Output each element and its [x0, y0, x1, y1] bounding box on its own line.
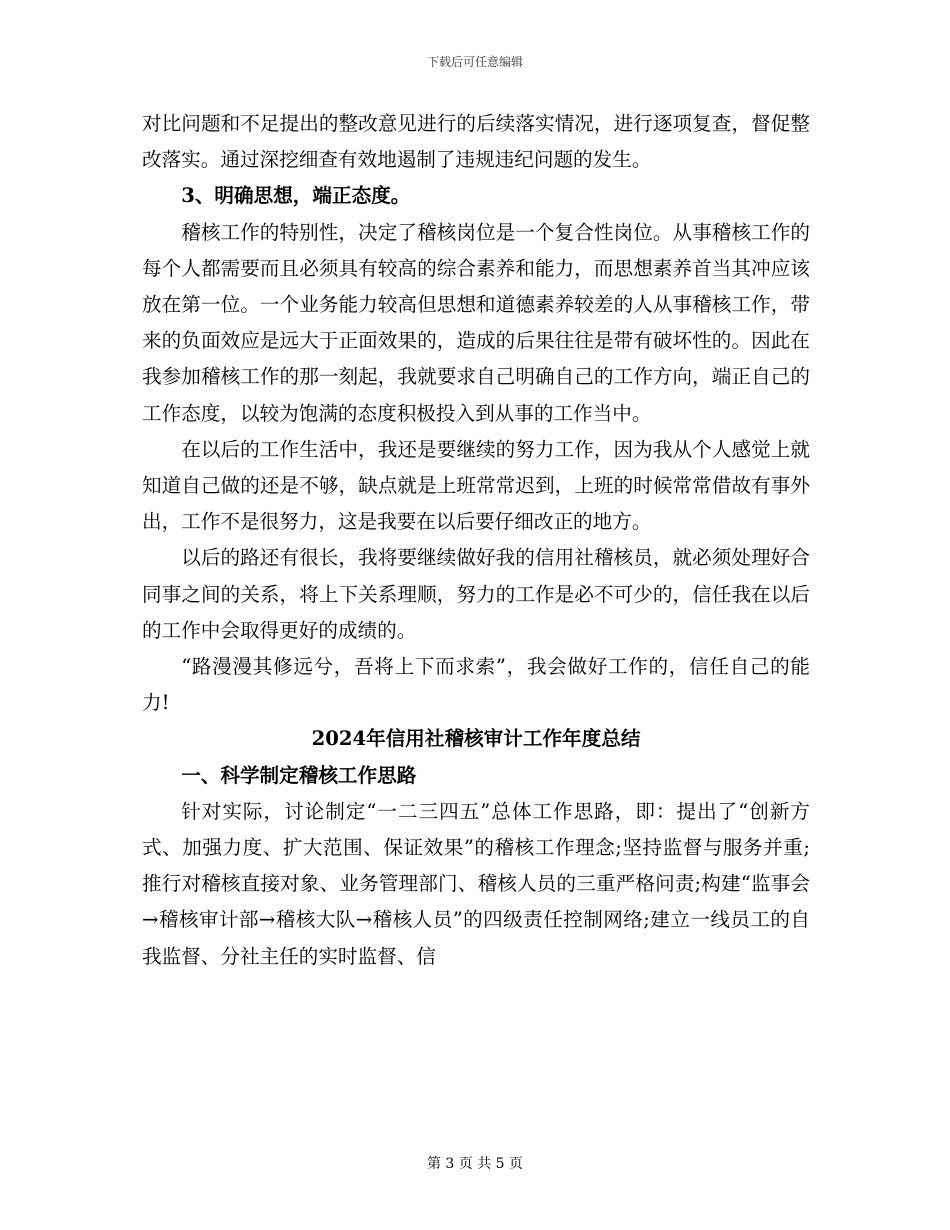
paragraph-rectification-followup: 对比问题和不足提出的整改意见进行的后续落实情况，进行逐项复查，督促整改落实。通过深挖细查有效地遏制了违规违纪问题的发生。: [142, 112, 810, 172]
page-number-footer: 第 3 页 共 5 页: [426, 1156, 524, 1172]
paragraph-future-work: 在以后的工作生活中，我还是要继续的努力工作，因为我从个人感觉上就知道自己做的还是不够，缺点就是上班常常迟到，上班的时候常常借故有事外出，工作不是很努力，这是我要在以后要仔细改正的地方。: [142, 437, 810, 534]
paragraph-work-approach: 针对实际，讨论制定“一二三四五”总体工作思路，即：提出了“创新方式、加强力度、扩大范围、保证效果”的稽核工作理念;坚持监督与服务并重;推行对稽核直接对象、业务管理部门、稽核人员的三重严格问责;构建“监事会→稽核审计部→稽核大队→稽核人员”的四级责任控制网络;建立一线员工的自我监督、分社主任的实时监督、信: [142, 799, 810, 968]
document-title-2024-summary: 2024年信用社稽核审计工作年度总结: [311, 727, 641, 751]
section-heading-3: 3、明确思想，端正态度。: [181, 184, 411, 208]
document-body: [142, 106, 810, 975]
paragraph-quote: “路漫漫其修远兮，吾将上下而求索”，我会做好工作的，信任自己的能力!: [142, 655, 810, 715]
paragraph-audit-nature: 稽核工作的特别性，决定了稽核岗位是一个复合性岗位。从事稽核工作的每个人都需要而且必须具有较高的综合素养和能力，而思想素养首当其冲应该放在第一位。一个业务能力较高但思想和道德素养较差的人从事稽核工作，带来的负面效应是远大于正面效果的，造成的后果往往是带有破坏性的。因此在我参加稽核工作的那一刻起，我就要求自己明确自己的工作方向，端正自己的工作态度，以较为饱满的态度积极投入到从事的工作当中。: [142, 220, 810, 425]
page-header-note: 下载后可任意编辑: [426, 55, 523, 69]
paragraph-colleague-relations: 以后的路还有很长，我将要继续做好我的信用社稽核员，就必须处理好合同事之间的关系，将上下关系理顺，努力的工作是必不可少的，信任我在以后的工作中会取得更好的成绩的。: [142, 546, 810, 642]
section-heading-1: 一、科学制定稽核工作思路: [181, 763, 417, 787]
